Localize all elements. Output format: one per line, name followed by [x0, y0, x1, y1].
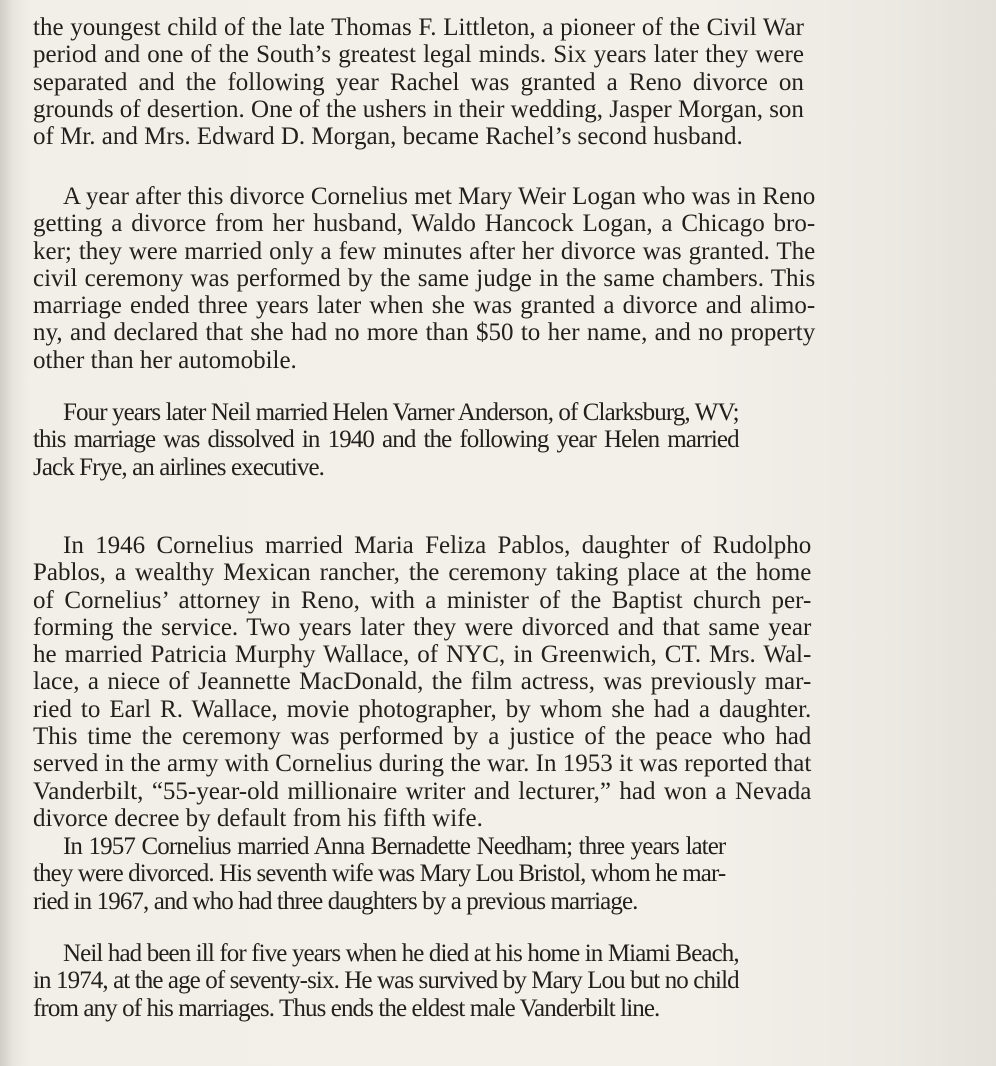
text-line: served in the army with Cornelius during the war. In 1953 it was reported that — [33, 750, 812, 778]
text-line: ny, and declared that she had no more than $50 to her name, and no property — [33, 319, 816, 347]
text-line: This time the ceremony was performed by a justice of the peace who had — [33, 723, 812, 751]
text-line: divorce decree by default from his fifth wife. — [33, 804, 483, 832]
text-line: ried in 1967, and who had three daughters by a previous marriage. — [33, 887, 638, 915]
text-line: Pablos, a wealthy Mexican rancher, the ceremony taking place at the home — [33, 559, 812, 587]
text-line: of Cornelius’ attorney in Reno, with a minister of the Baptist church per- — [33, 586, 812, 614]
paragraph-death — [33, 940, 739, 1022]
text-line: Neil had been ill for five years when he died at his home in Miami Beach, — [63, 940, 739, 967]
text-line: marriage ended three years later when she was granted a divorce and alimo- — [33, 292, 816, 320]
text-line: other than her automobile. — [33, 346, 297, 374]
text-line: this marriage was dissolved in 1940 and the following year Helen married — [33, 426, 739, 454]
text-line: civil ceremony was performed by the same judge in the same chambers. This — [33, 264, 816, 292]
text-line: grounds of desertion. One of the ushers in their wedding, Jasper Morgan, son — [33, 95, 804, 123]
text-line: In 1957 Cornelius married Anna Bernadette Needham; three years later — [63, 833, 726, 860]
text-line: ried to Earl R. Wallace, movie photographer, by whom she had a daughter. — [33, 695, 812, 723]
text-line: Four years later Neil married Helen Varner Anderson, of Clarksburg, WV; — [63, 399, 739, 426]
text-line: Vanderbilt, “55-year-old millionaire writer and lecturer,” had won a Nevada — [33, 777, 812, 805]
text-line: Jack Frye, an airlines executive. — [33, 453, 325, 481]
text-line: in 1974, at the age of seventy-six. He was survived by Mary Lou but no child — [33, 967, 739, 995]
paragraph-pablos-wallace — [33, 532, 811, 832]
text-line: they were divorced. His seventh wife was Mary Lou Bristol, whom he mar- — [33, 860, 726, 888]
text-line: of Mr. and Mrs. Edward D. Morgan, became Rachel’s second husband. — [33, 123, 743, 151]
paragraph-needham-bristol — [33, 833, 725, 915]
text-line: A year after this divorce Cornelius met Mary Weir Logan who was in Reno — [63, 183, 816, 210]
text-line: he married Patricia Murphy Wallace, of NYC, in Greenwich, CT. Mrs. Wal- — [33, 641, 812, 669]
text-line: separated and the following year Rachel was granted a Reno divorce on — [33, 68, 804, 96]
paragraph-littleton — [33, 14, 804, 150]
paragraph-anderson — [33, 399, 739, 481]
text-line: forming the service. Two years later they were divorced and that same year — [33, 613, 812, 641]
text-line: the youngest child of the late Thomas F. Littleton, a pioneer of the Civil War — [33, 14, 804, 41]
text-line: from any of his marriages. Thus ends the eldest male Vanderbilt line. — [33, 994, 660, 1022]
text-line: period and one of the South’s greatest legal minds. Six years later they were — [33, 41, 804, 69]
paragraph-logan — [33, 183, 815, 374]
text-line: lace, a niece of Jeannette MacDonald, the film actress, was previously mar- — [33, 668, 812, 696]
text-line: In 1946 Cornelius married Maria Feliza Pablos, daughter of Rudolpho — [63, 532, 812, 559]
text-line: ker; they were married only a few minutes after her divorce was granted. The — [33, 237, 816, 265]
text-line: getting a divorce from her husband, Waldo Hancock Logan, a Chicago bro- — [33, 210, 816, 238]
